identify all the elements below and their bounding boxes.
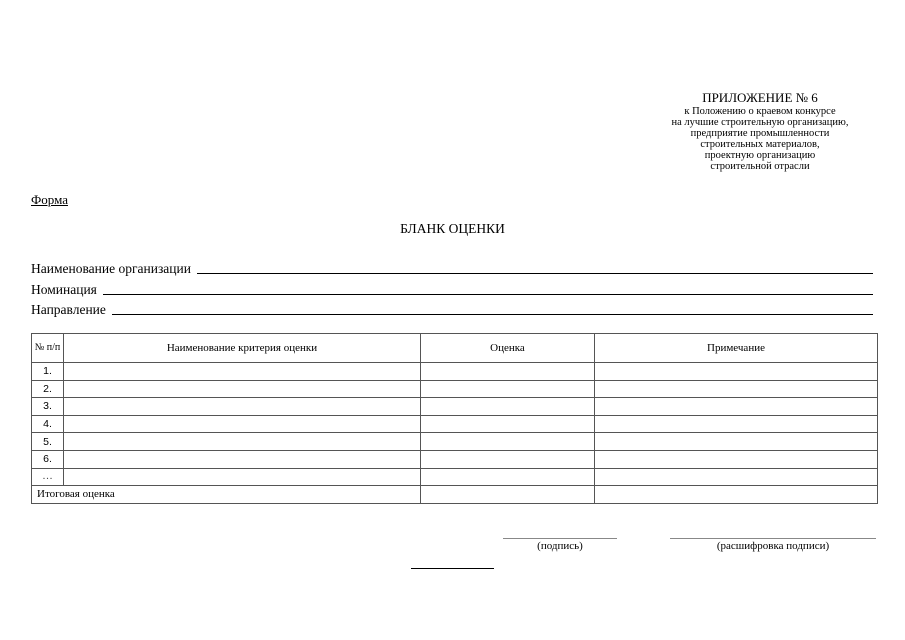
note-cell[interactable] [595, 433, 878, 451]
document-title: БЛАНК ОЦЕНКИ [400, 221, 505, 236]
table-row [32, 433, 878, 451]
signature-block [503, 538, 617, 552]
evaluation-table [31, 333, 878, 504]
row-number: 3. [32, 398, 64, 416]
row-number: 1. [32, 363, 64, 381]
appendix-line: строительной отрасли [710, 161, 810, 172]
table-row [32, 380, 878, 398]
table-header-row [32, 334, 878, 363]
note-cell[interactable] [595, 380, 878, 398]
criterion-cell[interactable] [64, 380, 421, 398]
row-number: 4. [32, 415, 64, 433]
organization-label: Наименование организации [31, 261, 191, 276]
table-row [32, 363, 878, 381]
table-row [32, 415, 878, 433]
table-row [32, 398, 878, 416]
appendix-block [640, 90, 880, 172]
row-number: 2. [32, 380, 64, 398]
note-cell[interactable] [595, 398, 878, 416]
header-num: № п/п [32, 334, 64, 363]
criterion-cell[interactable] [64, 415, 421, 433]
total-score-cell[interactable] [421, 486, 595, 504]
criterion-cell[interactable] [64, 363, 421, 381]
date-line[interactable] [411, 568, 494, 569]
score-cell[interactable] [421, 398, 595, 416]
header-score: Оценка [421, 334, 595, 363]
note-cell[interactable] [595, 415, 878, 433]
score-cell[interactable] [421, 363, 595, 381]
form-label: Форма [31, 192, 68, 207]
criterion-cell[interactable] [64, 433, 421, 451]
note-cell[interactable] [595, 450, 878, 468]
appendix-line: на лучшие строительную организацию, [671, 117, 849, 128]
signature-caption: (подпись) [537, 540, 583, 552]
appendix-line: строительных материалов, [700, 139, 820, 150]
organization-field [31, 259, 873, 277]
score-cell[interactable] [421, 415, 595, 433]
organization-input-line[interactable] [197, 259, 873, 274]
total-row [32, 486, 878, 504]
direction-field [31, 300, 873, 318]
note-cell[interactable] [595, 363, 878, 381]
decoding-block [670, 538, 876, 552]
criterion-cell[interactable] [64, 398, 421, 416]
table-row [32, 468, 878, 486]
appendix-title: ПРИЛОЖЕНИЕ № 6 [702, 90, 818, 105]
header-note: Примечание [595, 334, 878, 363]
row-number: 5. [32, 433, 64, 451]
criterion-cell[interactable] [64, 468, 421, 486]
criterion-cell[interactable] [64, 450, 421, 468]
signature-line[interactable] [503, 538, 617, 539]
nomination-field [31, 280, 873, 298]
direction-input-line[interactable] [112, 300, 873, 315]
score-cell[interactable] [421, 380, 595, 398]
note-cell[interactable] [595, 468, 878, 486]
decoding-caption: (расшифровка подписи) [716, 540, 830, 552]
header-criterion: Наименование критерия оценки [64, 334, 421, 363]
score-cell[interactable] [421, 433, 595, 451]
total-label: Итоговая оценка [32, 486, 421, 504]
row-number: 6. [32, 450, 64, 468]
score-cell[interactable] [421, 468, 595, 486]
appendix-line: к Положению о краевом конкурсе [684, 106, 836, 117]
appendix-line: предприятие промышленности [690, 128, 830, 139]
score-cell[interactable] [421, 450, 595, 468]
direction-label: Направление [31, 302, 106, 317]
row-number: … [32, 468, 64, 486]
decoding-line[interactable] [670, 538, 876, 539]
nomination-input-line[interactable] [103, 280, 873, 295]
appendix-line: проектную организацию [704, 150, 816, 161]
nomination-label: Номинация [31, 282, 97, 297]
table-row [32, 450, 878, 468]
total-note-cell[interactable] [595, 486, 878, 504]
